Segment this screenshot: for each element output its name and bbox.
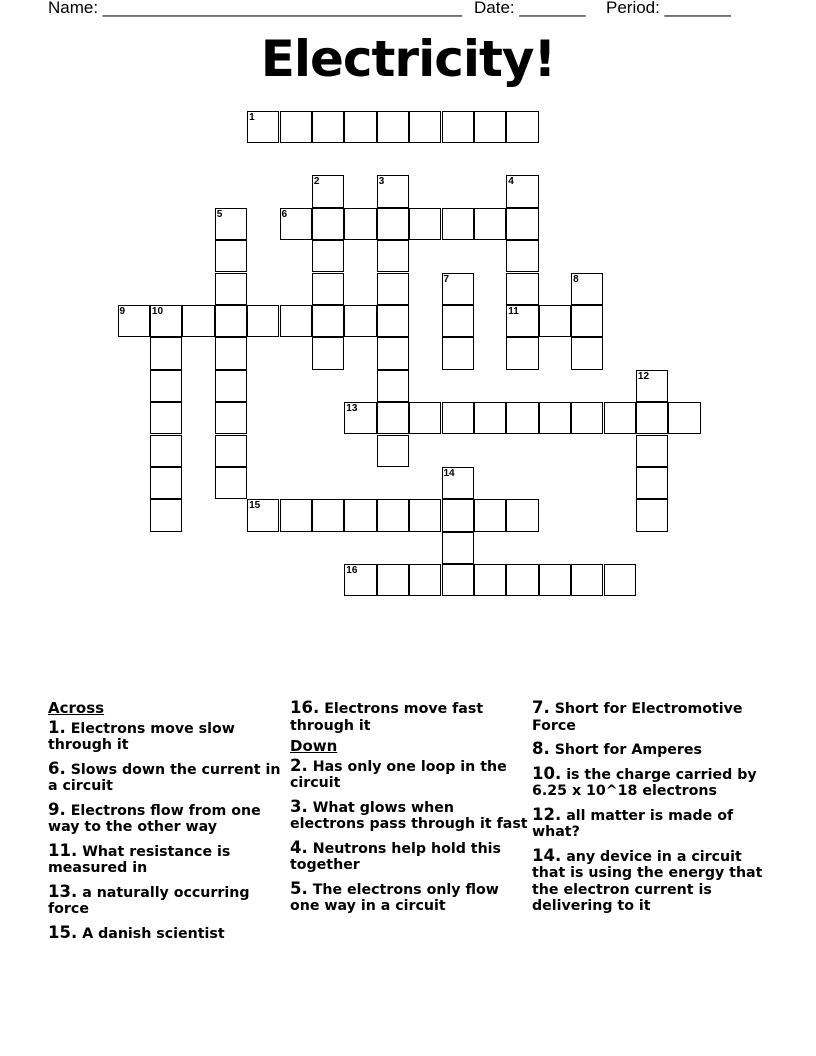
grid-cell[interactable] xyxy=(636,402,668,434)
grid-cell[interactable] xyxy=(506,564,538,596)
clue-column-2 xyxy=(290,700,530,922)
clue-down-7: 7. Short for Electromotive Force xyxy=(532,698,743,734)
grid-cell[interactable] xyxy=(442,564,474,596)
clue-number: 10 xyxy=(151,305,164,317)
grid-cell[interactable] xyxy=(280,208,312,240)
clue-down-12: 12. all matter is made of what? xyxy=(532,804,734,840)
grid-cell[interactable] xyxy=(506,175,538,207)
grid-cell[interactable] xyxy=(247,499,279,531)
grid-cell[interactable] xyxy=(506,240,538,272)
grid-cell[interactable] xyxy=(474,499,506,531)
clue-down-2: 2. Has only one loop in the circuit xyxy=(290,755,507,791)
grid-cell[interactable] xyxy=(150,499,182,531)
grid-cell[interactable] xyxy=(539,564,571,596)
date-field[interactable]: Date: _______ xyxy=(474,0,586,17)
grid-cell[interactable] xyxy=(506,305,538,337)
grid-cell[interactable] xyxy=(571,337,603,369)
clue-number: 1 xyxy=(249,111,255,123)
grid-cell[interactable] xyxy=(506,337,538,369)
grid-cell[interactable] xyxy=(668,402,700,434)
grid-cell[interactable] xyxy=(474,402,506,434)
grid-cell[interactable] xyxy=(636,435,668,467)
down-header: Down xyxy=(290,737,338,755)
clue-number: 3 xyxy=(378,176,385,188)
clue-number: 11 xyxy=(508,305,519,317)
grid-cell[interactable] xyxy=(377,402,409,434)
grid-cell[interactable] xyxy=(377,435,409,467)
clue-down-14: 14. any device in a circuit that is using the energy that the electron current is delivering to it xyxy=(532,845,763,914)
grid-cell[interactable] xyxy=(636,467,668,499)
grid-cell[interactable] xyxy=(215,240,247,272)
grid-cell[interactable] xyxy=(344,499,376,531)
grid-cell[interactable] xyxy=(442,208,474,240)
grid-cell[interactable] xyxy=(118,305,150,337)
clue-across-13: 13. a naturally occurring force xyxy=(48,881,250,917)
grid-cell[interactable] xyxy=(215,337,247,369)
grid-cell[interactable] xyxy=(474,208,506,240)
grid-cell[interactable] xyxy=(344,208,376,240)
grid-cell[interactable] xyxy=(377,208,409,240)
grid-cell[interactable] xyxy=(506,402,538,434)
grid-cell[interactable] xyxy=(377,337,409,369)
grid-cell[interactable] xyxy=(377,499,409,531)
grid-cell[interactable] xyxy=(312,337,344,369)
grid-cell[interactable] xyxy=(312,111,344,143)
clue-number: 14 xyxy=(443,467,455,479)
clue-number: 7 xyxy=(443,273,450,285)
clue-across-11: 11. What resistance is measured in xyxy=(48,840,231,876)
grid-cell[interactable] xyxy=(442,111,474,143)
grid-cell[interactable] xyxy=(215,402,247,434)
period-field[interactable]: Period: _______ xyxy=(606,0,731,17)
clue-column-3 xyxy=(532,700,772,922)
clue-down-3: 3. What glows when electrons pass through it fast xyxy=(290,796,528,832)
grid-cell[interactable] xyxy=(539,305,571,337)
across-header: Across xyxy=(48,699,105,717)
grid-cell[interactable] xyxy=(571,305,603,337)
page-title: Electricity! xyxy=(260,30,556,88)
grid-cell[interactable] xyxy=(150,370,182,402)
grid-cell[interactable] xyxy=(247,111,279,143)
grid-cell[interactable] xyxy=(182,305,214,337)
grid-cell[interactable] xyxy=(312,208,344,240)
grid-cell[interactable] xyxy=(215,467,247,499)
clue-across-16: 16. Electrons move fast through it xyxy=(290,698,484,734)
name-field[interactable]: Name: ______________________________________ xyxy=(48,0,463,17)
grid-cell[interactable] xyxy=(312,499,344,531)
clue-across-15: 15. A danish scientist xyxy=(48,922,225,942)
clue-number: 5 xyxy=(216,208,223,220)
grid-cell[interactable] xyxy=(280,111,312,143)
grid-cell[interactable] xyxy=(442,273,474,305)
grid-cell[interactable] xyxy=(377,273,409,305)
grid-cell[interactable] xyxy=(442,305,474,337)
grid-cell[interactable] xyxy=(604,402,636,434)
clue-number: 4 xyxy=(508,176,514,188)
clue-number: 6 xyxy=(281,208,288,220)
grid-cell[interactable] xyxy=(280,499,312,531)
grid-cell[interactable] xyxy=(442,499,474,531)
clue-down-4: 4. Neutrons help hold this together xyxy=(290,837,501,873)
grid-cell[interactable] xyxy=(377,370,409,402)
grid-cell[interactable] xyxy=(312,273,344,305)
grid-cell[interactable] xyxy=(571,564,603,596)
grid-cell[interactable] xyxy=(409,402,441,434)
grid-cell[interactable] xyxy=(636,370,668,402)
grid-cell[interactable] xyxy=(215,370,247,402)
grid-cell[interactable] xyxy=(215,435,247,467)
grid-cell[interactable] xyxy=(506,499,538,531)
grid-cell[interactable] xyxy=(636,499,668,531)
grid-cell[interactable] xyxy=(377,175,409,207)
grid-cell[interactable] xyxy=(506,111,538,143)
grid-cell[interactable] xyxy=(150,467,182,499)
grid-cell[interactable] xyxy=(571,273,603,305)
grid-cell[interactable] xyxy=(215,208,247,240)
grid-cell[interactable] xyxy=(377,111,409,143)
grid-cell[interactable] xyxy=(442,402,474,434)
clue-number: 15 xyxy=(249,500,261,512)
grid-cell[interactable] xyxy=(506,273,538,305)
clue-number: 16 xyxy=(346,565,358,577)
clue-across-6: 6. Slows down the current in a circuit xyxy=(48,758,281,794)
grid-cell[interactable] xyxy=(571,402,603,434)
grid-cell[interactable] xyxy=(409,499,441,531)
grid-cell[interactable] xyxy=(344,305,376,337)
clue-across-9: 9. Electrons flow from one way to the other way xyxy=(48,799,261,835)
grid-cell[interactable] xyxy=(377,564,409,596)
clue-number: 12 xyxy=(637,370,650,382)
clue-down-10: 10. is the charge carried by 6.25 x 10^18 electrons xyxy=(532,763,757,799)
grid-cell[interactable] xyxy=(215,305,247,337)
grid-cell[interactable] xyxy=(344,111,376,143)
grid-cell[interactable] xyxy=(539,402,571,434)
grid-cell[interactable] xyxy=(506,208,538,240)
grid-cell[interactable] xyxy=(215,273,247,305)
grid-cell[interactable] xyxy=(312,175,344,207)
grid-cell[interactable] xyxy=(280,305,312,337)
clue-number: 13 xyxy=(346,403,358,415)
clue-number: 8 xyxy=(573,273,579,285)
grid-cell[interactable] xyxy=(442,467,474,499)
grid-cell[interactable] xyxy=(604,564,636,596)
grid-cell[interactable] xyxy=(247,305,279,337)
grid-cell[interactable] xyxy=(344,402,376,434)
grid-cell[interactable] xyxy=(150,435,182,467)
grid-cell[interactable] xyxy=(474,564,506,596)
grid-cell[interactable] xyxy=(344,564,376,596)
grid-cell[interactable] xyxy=(377,305,409,337)
grid-cell[interactable] xyxy=(150,305,182,337)
grid-cell[interactable] xyxy=(312,305,344,337)
clue-down-8: 8. Short for Amperes xyxy=(532,739,702,758)
grid-cell[interactable] xyxy=(409,564,441,596)
grid-cell[interactable] xyxy=(409,208,441,240)
grid-cell[interactable] xyxy=(150,337,182,369)
grid-cell[interactable] xyxy=(442,337,474,369)
grid-cell[interactable] xyxy=(377,240,409,272)
grid-cell[interactable] xyxy=(150,402,182,434)
clue-across-1: 1. Electrons move slow through it xyxy=(48,717,235,753)
clue-column-1 xyxy=(48,700,288,949)
clue-down-5: 5. The electrons only flow one way in a circuit xyxy=(290,878,499,914)
grid-cell[interactable] xyxy=(312,240,344,272)
clue-number: 9 xyxy=(119,305,126,317)
grid-cell[interactable] xyxy=(442,532,474,564)
grid-cell[interactable] xyxy=(409,111,441,143)
clue-number: 2 xyxy=(313,176,320,188)
grid-cell[interactable] xyxy=(474,111,506,143)
